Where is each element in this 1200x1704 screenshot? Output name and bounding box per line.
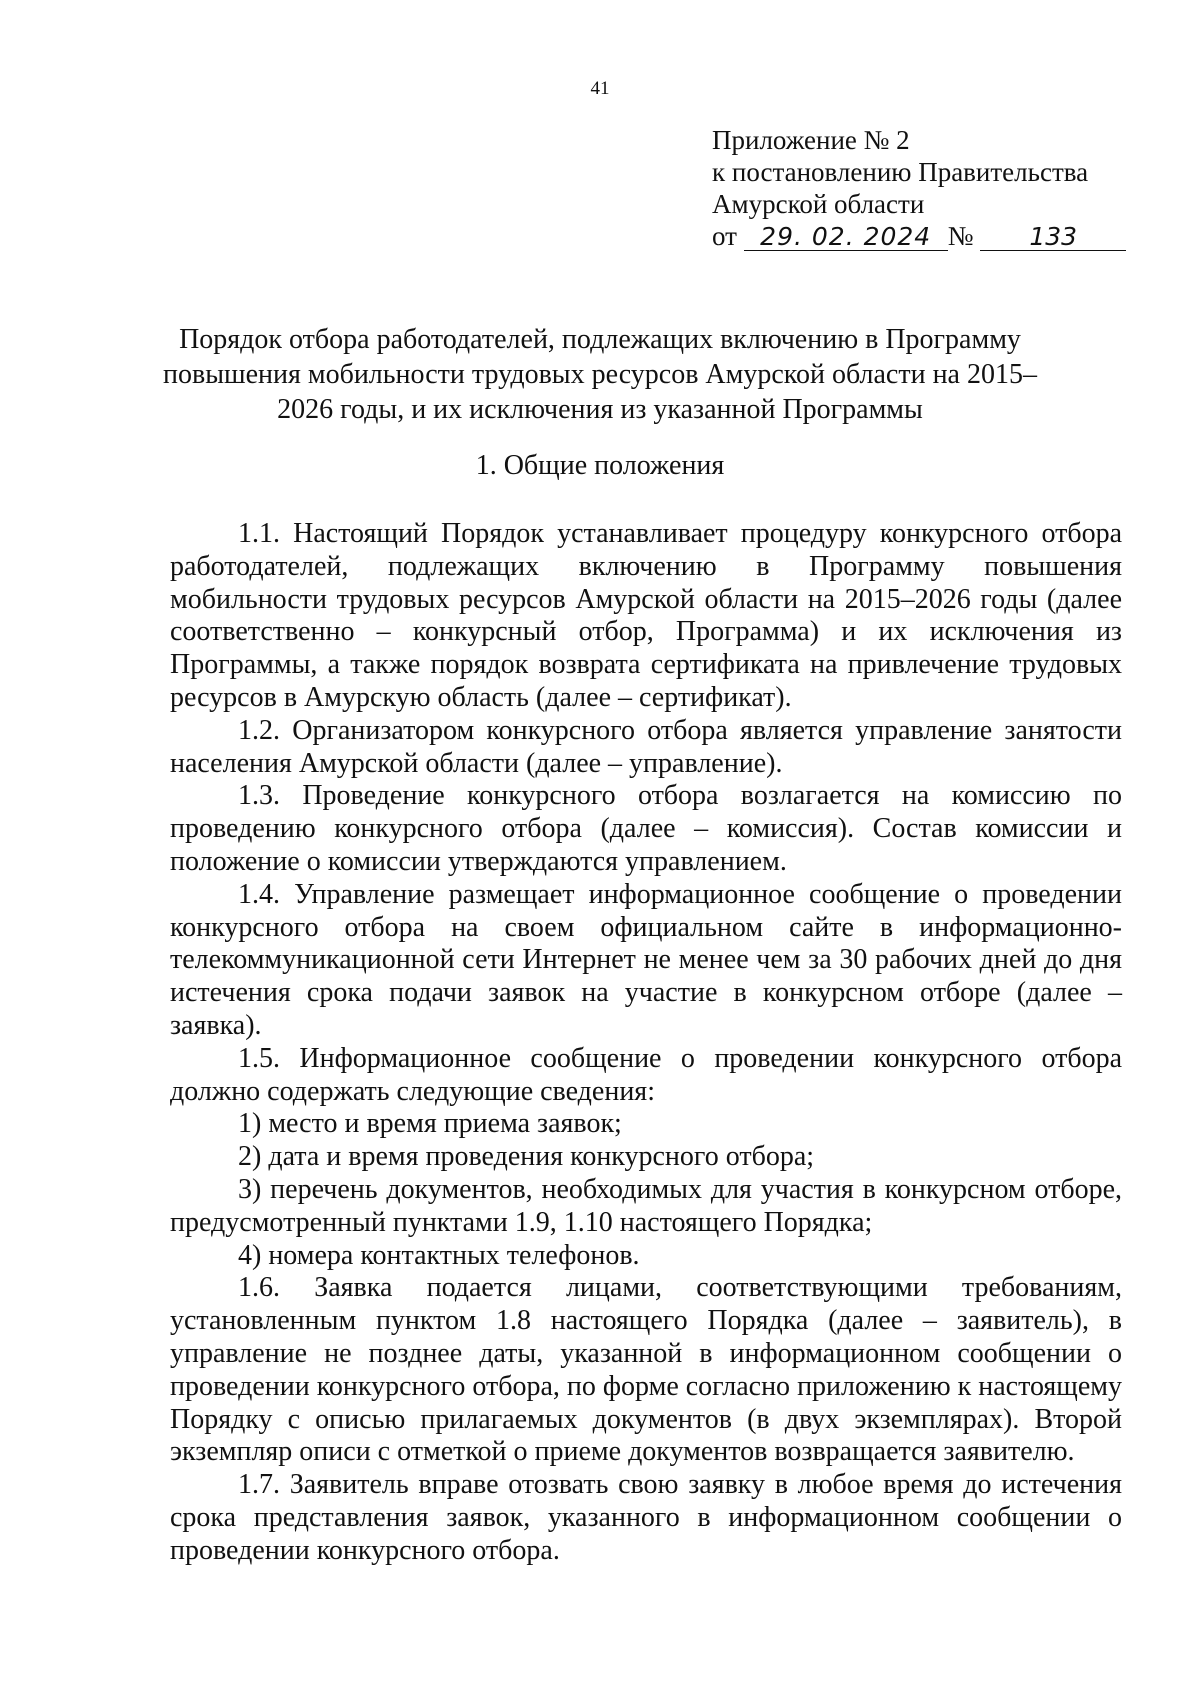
list-item-2: 2) дата и время проведения конкурсного отбора; <box>238 1141 815 1173</box>
paragraph-1-6: 1.6. Заявка подается лицами, соответствующими требованиям, установленным пунктом 1.8 настоящего Порядка (далее – заявитель), в управление не позднее даты, указанной в информационном сообщении о проведении конкурсного отбора, по форме согласно приложению к настоящему Порядку с описью прилагаемых документов (в двух экземплярах). Второй экземпляр описи с отметкой о приеме документов возвращается заявителю. <box>170 1272 1122 1468</box>
appendix-title: Приложение № 2 <box>712 125 910 155</box>
paragraph-1-2: 1.2. Организатором конкурсного отбора является управление занятости населения Амурской области (далее – управление). <box>170 714 1122 779</box>
section-heading: 1. Общие положения <box>475 450 725 481</box>
page-number: 41 <box>590 78 610 99</box>
handwritten-date: 29. 02. 2024 <box>744 224 948 251</box>
appendix-block <box>712 124 1142 252</box>
paragraph-1-4: 1.4. Управление размещает информационное сообщение о проведении конкурсного отбора на своем официальном сайте в информационно-телекоммуникационной сети Интернет не менее чем за 30 рабочих дней до дня истечения срока подачи заявок на участие в конкурсном отборе (далее – заявка). <box>170 878 1122 1041</box>
paragraph-1-7: 1.7. Заявитель вправе отозвать свою заявку в любое время до истечения срока представления заявок, указанного в информационном сообщении о проведении конкурсного отбора. <box>170 1469 1122 1566</box>
appendix-region: Амурской области <box>712 189 925 219</box>
document-body <box>170 518 1122 1568</box>
list-item-4: 4) номера контактных телефонов. <box>238 1239 640 1271</box>
paragraph-1-5: 1.5. Информационное сообщение о проведении конкурсного отбора должно содержать следующие сведения: <box>170 1042 1122 1107</box>
list-item-3: 3) перечень документов, необходимых для участия в конкурсном отборе, предусмотренный пунктами 1.9, 1.10 настоящего Порядка; <box>170 1173 1122 1238</box>
date-prefix: от <box>712 221 737 251</box>
paragraph-1-1: 1.1. Настоящий Порядок устанавливает процедуру конкурсного отбора работодателей, подлежащих включению в Программу повышения мобильности трудовых ресурсов Амурской области на 2015–2026 годы (далее соответственно – конкурсный отбор, Программа) и их исключения из Программы, а также порядок возврата сертификата на привлечение трудовых ресурсов в Амурскую область (далее – сертификат). <box>170 518 1122 713</box>
paragraph-1-3: 1.3. Проведение конкурсного отбора возлагается на комиссию по проведению конкурсного отбора (далее – комиссия). Состав комиссии и положение о комиссии утверждаются управлением. <box>170 780 1122 877</box>
list-item-1: 1) место и время приема заявок; <box>238 1108 622 1140</box>
appendix-resolution: к постановлению Правительства <box>712 157 1089 187</box>
handwritten-number: 133 <box>980 224 1126 251</box>
document-title: Порядок отбора работодателей, подлежащих включению в Программу повышения мобильности трудовых ресурсов Амурской области на 2015–2026 годы, и их исключения из указанной Программы <box>163 324 1037 425</box>
appendix-date-line <box>712 220 1142 252</box>
number-label: № <box>947 221 974 251</box>
